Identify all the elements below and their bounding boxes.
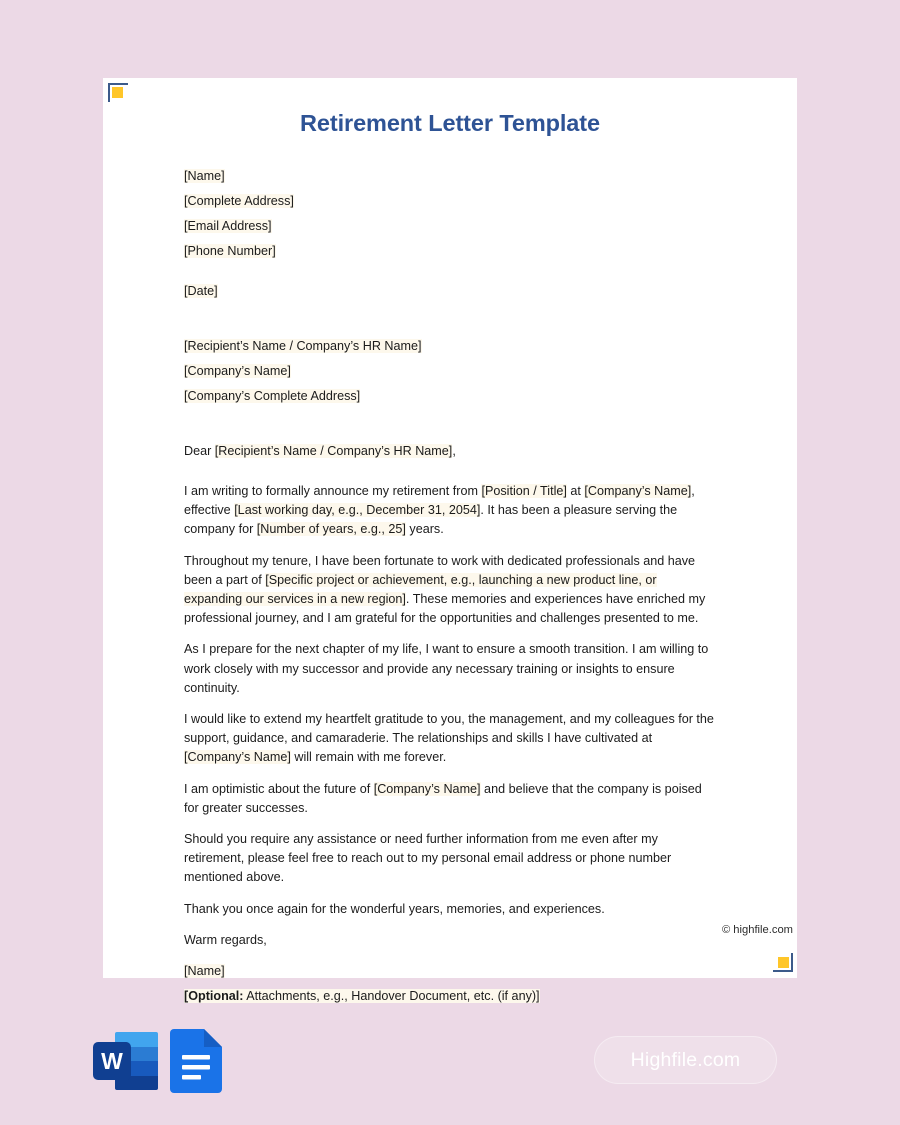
spacer	[184, 322, 716, 337]
text-run: . It has been a pleasure serving the company for	[184, 503, 678, 537]
placeholder-complete-address: [Complete Address]	[184, 194, 294, 208]
google-docs-icon[interactable]	[170, 1029, 222, 1093]
placeholder-company-name: [Company’s Name]	[184, 750, 291, 765]
placeholder-name: [Name]	[184, 964, 225, 979]
placeholder-company-name: [Company’s Name]	[584, 484, 692, 498]
placeholder-last-working-day: [Last working day, e.g., December 31, 2054]	[234, 503, 481, 518]
salutation-line	[184, 442, 716, 461]
text-run: at	[566, 484, 585, 498]
text-run: Throughout my tenure, I have been fortunate to work with dedicated professionals and have been a part of	[184, 553, 696, 587]
text-run: I am writing to formally announce my retirement from	[184, 484, 482, 498]
placeholder-position-title: [Position / Title]	[481, 484, 567, 498]
recipient-company-line	[184, 362, 716, 381]
word-letter-badge: W	[93, 1042, 131, 1080]
spacer	[184, 467, 716, 482]
optional-rest: Attachments, e.g., Handover Document, etc. (if any)]	[243, 989, 540, 1004]
placeholder-company-address: [Company’s Complete Address]	[184, 389, 361, 403]
placeholder-email-address: [Email Address]	[184, 219, 272, 233]
spacer	[184, 307, 716, 322]
app-format-icons	[93, 1029, 222, 1093]
text-run: and believe that the company is poised for greater successes.	[184, 781, 702, 815]
placeholder-date: [Date]	[184, 284, 218, 298]
microsoft-word-icon[interactable]	[93, 1029, 158, 1093]
paragraph-announcement	[184, 482, 716, 540]
sender-name-line	[184, 167, 716, 186]
crop-mark-bottom-right-icon	[773, 953, 793, 972]
recipient-address-line	[184, 387, 716, 406]
document-content	[184, 110, 716, 1012]
placeholder-company-name: [Company’s Name]	[373, 781, 481, 796]
highfile-brand-button[interactable]	[594, 1036, 777, 1084]
placeholder-phone-number: [Phone Number]	[184, 244, 276, 258]
optional-attachments-text	[184, 989, 540, 1003]
document-page	[103, 78, 797, 1004]
salutation-suffix: ,	[452, 444, 456, 458]
paragraph-tenure	[184, 552, 716, 629]
spacer	[184, 412, 716, 427]
optional-attachments-line	[184, 987, 716, 1006]
text-run: years.	[405, 522, 444, 537]
recipient-name-line	[184, 337, 716, 356]
signature-line	[184, 962, 716, 981]
paragraph-transition: As I prepare for the next chapter of my life, I want to ensure a smooth transition. I am willing to work closely with my successor and provide any necessary training or insights to ensure continuity.	[184, 642, 709, 695]
copyright-credit: © highfile.com	[721, 924, 793, 936]
placeholder-recipient-name: [Recipient’s Name / Company’s HR Name]	[214, 444, 453, 458]
salutation-prefix: Dear	[184, 444, 215, 458]
text-run: . These memories and experiences have enriched my professional journey, and I am grateful for the opportunities and challenges presented to me.	[184, 592, 706, 626]
paragraph-gratitude	[184, 710, 716, 768]
placeholder-specific-project: [Specific project or achievement, e.g., launching a new product line, or expanding our services in a new region]	[184, 572, 657, 607]
page-title: Retirement Letter Template	[300, 110, 600, 136]
placeholder-recipient-name: [Recipient’s Name / Company’s HR Name]	[184, 339, 422, 353]
paragraph-optimism	[184, 780, 716, 818]
crop-mark-top-left-icon	[108, 83, 128, 102]
sender-address-line	[184, 192, 716, 211]
optional-label: Optional:	[188, 989, 244, 1004]
crop-mark-chip	[778, 957, 789, 968]
text-run: I am optimistic about the future of	[184, 781, 374, 796]
crop-mark-chip	[112, 87, 123, 98]
text-run: will remain with me forever.	[290, 750, 447, 765]
placeholder-number-of-years: [Number of years, e.g., 25]	[256, 522, 406, 537]
text-run: , effective	[184, 484, 695, 518]
date-line	[184, 282, 716, 301]
spacer	[184, 267, 716, 282]
optional-open-bracket: [	[184, 989, 189, 1004]
paragraph-assistance: Should you require any assistance or need further information from me even after my retirement, please feel free to reach out to my personal email address or phone number mentioned above.	[184, 832, 672, 885]
sender-phone-line	[184, 242, 716, 261]
spacer	[184, 427, 716, 442]
text-run: I would like to extend my heartfelt gratitude to you, the management, and my colleagues for the support, guidance, and camaraderie. The relationships and skills I have cultivated at	[184, 712, 714, 746]
closing-line: Warm regards,	[184, 932, 267, 947]
sender-email-line	[184, 217, 716, 236]
placeholder-company-name: [Company’s Name]	[184, 364, 291, 378]
brand-label: Highfile.com	[630, 1048, 741, 1071]
paragraph-thanks: Thank you once again for the wonderful years, memories, and experiences.	[184, 901, 605, 916]
placeholder-name: [Name]	[184, 169, 225, 183]
